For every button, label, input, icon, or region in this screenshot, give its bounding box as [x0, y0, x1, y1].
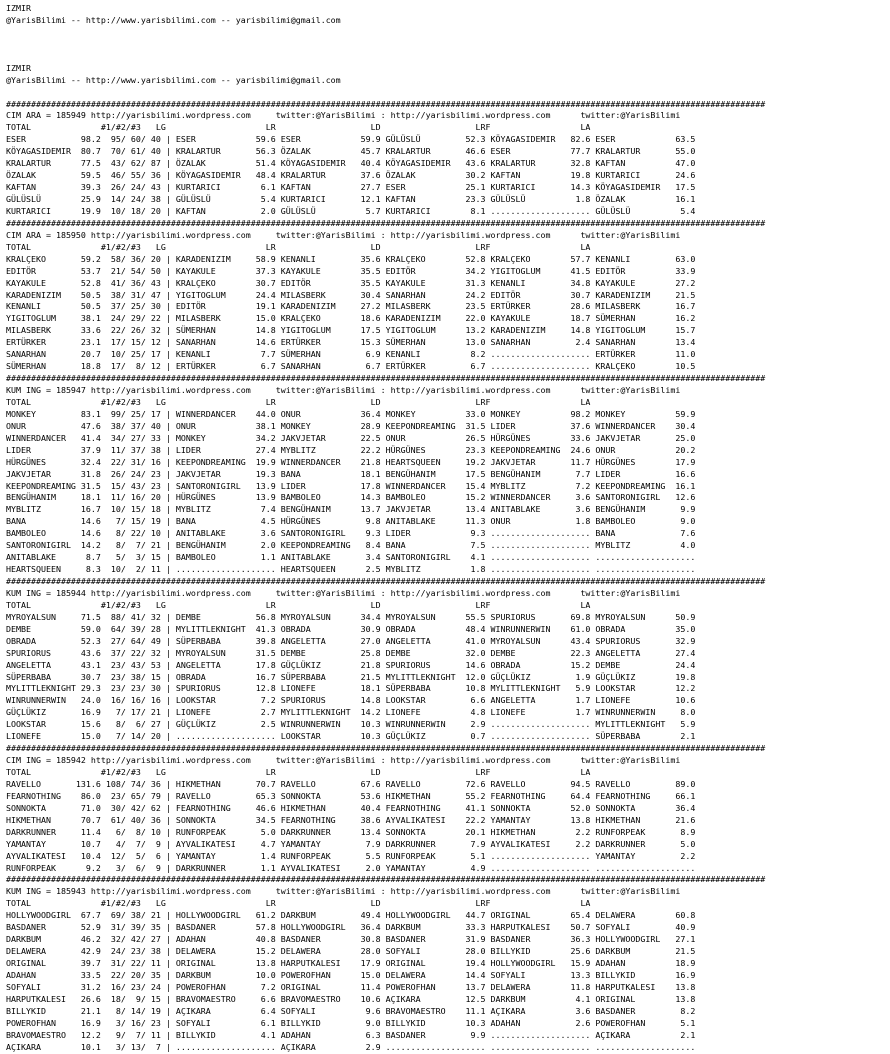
section-divider: ######################################################################################################################################################## — [6, 373, 766, 384]
horse-row: HARPUTKALESI 26.6 18/ 9/ 15 | BRAVOMAESTRO 6.6 BRAVOMAESTRO 10.6 AÇIKARA 12.5 DARKBUM 4.1 ORIGINAL 13.8 — [6, 993, 696, 1004]
column-header: TOTAL #1/#2/#3 LG LR LD LRF LA — [6, 396, 591, 407]
race-header: CIM ARA = 185949 http://yarisbilimi.wordpress.com twitter:@YarisBilimi : http://yarisbilimi.wordpress.com twitter:@YarisBilimi — [6, 110, 681, 121]
section-divider: ######################################################################################################################################################## — [6, 98, 766, 109]
horse-row: DELAWERA 42.9 24/ 23/ 38 | DELAWERA 15.2 DELAWERA 28.0 SOFYALI 28.0 BILLYKID 25.6 DARKBUM 21.5 — [6, 946, 696, 957]
horse-row: MILASBERK 33.6 22/ 26/ 32 | SÜMERHAN 14.8 YIGITOGLUM 17.5 YIGITOGLUM 13.2 KARADENIZIM 14.8 YIGITOGLUM 15.7 — [6, 325, 696, 336]
horse-row: HÜRGÜNES 32.4 22/ 31/ 16 | KEEPONDREAMING 19.9 WINNERDANCER 21.8 HEARTSQUEEN 19.2 JAKVJETAR 11.7 HÜRGÜNES 17.9 — [6, 456, 696, 467]
horse-row: WINNERDANCER 41.4 34/ 27/ 33 | MONKEY 34.2 JAKVJETAR 22.5 ONUR 26.5 HÜRGÜNES 33.6 JAKVJETAR 25.0 — [6, 432, 696, 443]
horse-row: ERTÜRKER 23.1 17/ 15/ 12 | SANARHAN 14.6 ERTÜRKER 15.3 SÜMERHAN 13.0 SANARHAN 2.4 SANARHAN 13.4 — [6, 337, 696, 348]
horse-row: BAMBOLEO 14.6 8/ 22/ 10 | ANITABLAKE 3.6 SANTORONIGIRL 9.3 LIDER 9.3 .................... BANA 7.6 — [6, 528, 696, 539]
blank-line — [6, 27, 890, 39]
horse-row: BILLYKID 21.1 8/ 14/ 19 | AÇIKARA 6.4 SOFYALI 9.6 BRAVOMAESTRO 11.1 AÇIKARA 3.6 BASDANER 8.2 — [6, 1005, 696, 1016]
horse-row: HEARTSQUEEN 8.3 10/ 2/ 11 | .................... HEARTSQUEEN 2.5 MYBLITZ 1.8 .................... .................... — [6, 564, 696, 575]
horse-row: GÜÇLÜKIZ 16.9 7/ 17/ 21 | LIONEFE 2.7 MYLITTLEKNIGHT 14.2 LIONEFE 4.8 LIONEFE 1.7 WINRUNNERWIN 8.0 — [6, 707, 696, 718]
race-header: CIM ING = 185942 http://yarisbilimi.wordpress.com twitter:@YarisBilimi : http://yarisbilimi.wordpress.com twitter:@YarisBilimi — [6, 755, 681, 766]
section-divider: ######################################################################################################################################################## — [6, 217, 766, 228]
horse-row: AÇIKARA 10.1 3/ 13/ 7 | .................... AÇIKARA 2.9 .................... .................... .................... — [6, 1041, 696, 1052]
race-header: KUM ING = 185943 http://yarisbilimi.wordpress.com twitter:@YarisBilimi : http://yarisbilimi.wordpress.com twitter:@YarisBilimi — [6, 886, 681, 897]
section-divider: ######################################################################################################################################################## — [6, 874, 766, 885]
horse-row: SÜMERHAN 18.8 17/ 8/ 12 | ERTÜRKER 6.7 SANARHAN 6.7 ERTÜRKER 6.7 .................... KRALÇEKO 10.5 — [6, 361, 696, 372]
horse-row: KEEPONDREAMING 31.5 15/ 43/ 23 | SANTORONIGIRL 13.9 LIDER 17.8 WINNERDANCER 15.4 MYBLITZ 7.2 KEEPONDREAMING 16.1 — [6, 480, 696, 491]
horse-row: RAVELLO 131.6 108/ 74/ 36 | HIKMETHAN 70.7 RAVELLO 67.6 RAVELLO 72.6 RAVELLO 94.5 RAVELLO 89.0 — [6, 778, 696, 789]
section-divider: ######################################################################################################################################################## — [6, 743, 766, 754]
horse-row: ANITABLAKE 8.7 5/ 3/ 15 | BAMBOLEO 1.1 ANITABLAKE 3.4 SANTORONIGIRL 4.1 .................... .................... — [6, 552, 696, 563]
horse-row: DEMBE 59.0 64/ 39/ 28 | MYLITTLEKNIGHT 41.3 OBRADA 30.9 OBRADA 48.4 WINRUNNERWIN 61.0 OBRADA 35.0 — [6, 623, 696, 634]
horse-row: AYVALIKATESI 10.4 12/ 5/ 6 | YAMANTAY 1.4 RUNFORPEAK 5.5 RUNFORPEAK 5.1 .................... YAMANTAY 2.2 — [6, 850, 696, 861]
horse-row: DARKBUM 46.2 32/ 42/ 27 | ADAHAN 40.8 BASDANER 30.8 BASDANER 31.9 BASDANER 36.3 HOLLYWOODGIRL 27.1 — [6, 934, 696, 945]
horse-row: GÜLÜSLÜ 25.9 14/ 24/ 38 | GÜLÜSLÜ 5.4 KURTARICI 12.1 KAFTAN 23.3 GÜLÜSLÜ 1.8 ÖZALAK 16.1 — [6, 194, 696, 204]
horse-row: SANARHAN 20.7 10/ 25/ 17 | KENANLI 7.7 SÜMERHAN 6.9 KENANLI 8.2 .................... ERTÜRKER 11.0 — [6, 349, 696, 360]
contact-line: @YarisBilimi -- http://www.yarisbilimi.com -- yarisbilimi@gmail.com — [6, 14, 341, 25]
horse-row: YAMANTAY 10.7 4/ 7/ 9 | AYVALIKATESI 4.7 YAMANTAY 7.9 DARKRUNNER 7.9 AYVALIKATESI 2.2 DARKRUNNER 5.0 — [6, 838, 696, 849]
city-title: IZMIR — [6, 3, 31, 13]
column-header: TOTAL #1/#2/#3 LG LR LD LRF LA — [6, 241, 591, 252]
horse-row: BASDANER 52.9 31/ 39/ 35 | BASDANER 57.8 HOLLYWOODGIRL 36.4 DARKBUM 33.3 HARPUTKALESI 50.7 SOFYALI 40.9 — [6, 922, 696, 933]
horse-row: KENANLI 50.5 37/ 25/ 30 | EDITÖR 19.1 KARADENIZIM 27.2 MILASBERK 23.5 ERTÜRKER 28.6 MILASBERK 16.7 — [6, 301, 696, 312]
horse-row: POWEROFHAN 16.9 3/ 16/ 23 | SOFYALI 6.1 BILLYKID 9.0 BILLYKID 10.3 ADAHAN 2.6 POWEROFHAN 5.1 — [6, 1017, 696, 1028]
horse-row: HIKMETHAN 70.7 61/ 40/ 36 | SONNOKTA 34.5 FEARNOTHING 38.6 AYVALIKATESI 22.2 YAMANTAY 13.8 HIKMETHAN 21.6 — [6, 814, 696, 825]
horse-row: KÖYAGASIDEMIR 80.7 70/ 61/ 40 | KRALARTUR 56.3 ÖZALAK 45.7 KRALARTUR 46.6 ESER 77.7 KRALARTUR 55.0 — [6, 146, 696, 157]
blank-line — [6, 51, 890, 63]
contact-line: @YarisBilimi -- http://www.yarisbilimi.com -- yarisbilimi@gmail.com — [6, 74, 341, 85]
column-header: TOTAL #1/#2/#3 LG LR LD LRF LA — [6, 767, 591, 777]
horse-row: EDITÖR 53.7 21/ 54/ 50 | KAYAKULE 37.3 KAYAKULE 35.5 EDITÖR 34.2 YIGITOGLUM 41.5 EDITÖR 33.9 — [6, 265, 696, 276]
horse-row: SANTORONIGIRL 14.2 8/ 7/ 21 | BENGÜHANIM 2.0 KEEPONDREAMING 8.4 BANA 7.5 .................... MYBLITZ 4.0 — [6, 540, 696, 551]
horse-row: KRALARTUR 77.5 43/ 62/ 87 | ÖZALAK 51.4 KÖYAGASIDEMIR 40.4 KÖYAGASIDEMIR 43.6 KRALARTUR 32.8 KAFTAN 47.0 — [6, 158, 696, 169]
blank-line — [6, 87, 890, 99]
horse-row: SONNOKTA 71.0 30/ 42/ 62 | FEARNOTHING 46.6 HIKMETHAN 40.4 FEARNOTHING 41.1 SONNOKTA 52.0 SONNOKTA 36.4 — [6, 802, 696, 813]
column-header: TOTAL #1/#2/#3 LG LR LD LRF LA — [6, 122, 591, 133]
horse-row: SÜPERBABA 30.7 23/ 38/ 15 | OBRADA 16.7 SÜPERBABA 21.5 MYLITTLEKNIGHT 12.0 GÜÇLÜKIZ 1.9 GÜÇLÜKIZ 19.8 — [6, 671, 696, 682]
horse-row: BENGÜHANIM 18.1 11/ 16/ 20 | HÜRGÜNES 13.9 BAMBOLEO 14.3 BAMBOLEO 15.2 WINNERDANCER 3.6 SANTORONIGIRL 12.6 — [6, 492, 696, 503]
horse-row: MYLITTLEKNIGHT 29.3 23/ 23/ 30 | SPURIORUS 12.8 LIONEFE 18.1 SÜPERBABA 10.8 MYLITTLEKNIGHT 5.9 LOOKSTAR 12.2 — [6, 683, 696, 694]
horse-row: BRAVOMAESTRO 12.2 9/ 7/ 11 | BILLYKID 4.1 ADAHAN 6.3 BASDANER 9.9 .................... AÇIKARA 2.1 — [6, 1029, 696, 1040]
blank-line — [6, 39, 890, 51]
horse-row: DARKRUNNER 11.4 6/ 8/ 10 | RUNFORPEAK 5.0 DARKRUNNER 13.4 SONNOKTA 20.1 HIKMETHAN 2.2 RUNFORPEAK 8.9 — [6, 826, 696, 837]
horse-row: ONUR 47.6 38/ 37/ 40 | ONUR 38.1 MONKEY 28.9 KEEPONDREAMING 31.5 LIDER 37.6 WINNERDANCER 30.4 — [6, 420, 696, 431]
horse-row: KAYAKULE 52.8 41/ 36/ 43 | KRALÇEKO 30.7 EDITÖR 35.5 KAYAKULE 31.3 KENANLI 34.8 KAYAKULE 27.2 — [6, 277, 696, 288]
horse-row: FEARNOTHING 86.0 23/ 65/ 79 | RAVELLO 65.3 SONNOKTA 53.6 HIKMETHAN 55.2 FEARNOTHING 64.4 FEARNOTHING 66.1 — [6, 790, 696, 801]
horse-row: ADAHAN 33.5 22/ 20/ 35 | DARKBUM 10.0 POWEROFHAN 15.0 DELAWERA 14.4 SOFYALI 13.3 BILLYKID 16.9 — [6, 969, 696, 980]
horse-row: MONKEY 83.1 99/ 25/ 17 | WINNERDANCER 44.0 ONUR 36.4 MONKEY 33.0 MONKEY 98.2 MONKEY 59.9 — [6, 408, 696, 419]
horse-row: JAKVJETAR 31.8 26/ 24/ 23 | JAKVJETAR 19.3 BANA 18.1 BENGÜHANIM 17.5 BENGÜHANIM 7.7 LIDER 16.6 — [6, 468, 696, 479]
horse-row: KURTARICI 19.9 10/ 18/ 20 | KAFTAN 2.0 GÜLÜSLÜ 5.7 KURTARICI 8.1 .................... GÜLÜSLÜ 5.4 — [6, 205, 696, 216]
horse-row: BANA 14.6 7/ 15/ 19 | BANA 4.5 HÜRGÜNES 9.8 ANITABLAKE 11.3 ONUR 1.8 BAMBOLEO 9.0 — [6, 516, 696, 527]
horse-row: RUNFORPEAK 9.2 3/ 6/ 9 | DARKRUNNER 1.1 AYVALIKATESI 2.0 YAMANTAY 4.9 .................... .................... — [6, 862, 696, 873]
horse-row: LOOKSTAR 15.6 8/ 6/ 27 | GÜÇLÜKIZ 2.5 WINRUNNERWIN 10.3 WINRUNNERWIN 2.9 .................... MYLITTLEKNIGHT 5.9 — [6, 719, 696, 730]
horse-row: ORIGINAL 39.7 31/ 22/ 11 | ORIGINAL 13.8 HARPUTKALESI 17.9 ORIGINAL 19.4 HOLLYWOODGIRL 15.9 ADAHAN 18.9 — [6, 958, 696, 968]
horse-row: LIDER 37.9 11/ 37/ 38 | LIDER 27.4 MYBLITZ 22.2 HÜRGÜNES 23.3 KEEPONDREAMING 24.6 ONUR 20.2 — [6, 444, 696, 455]
column-header: TOTAL #1/#2/#3 LG LR LD LRF LA — [6, 898, 591, 909]
horse-row: MYROYALSUN 71.5 88/ 41/ 32 | DEMBE 56.8 MYROYALSUN 34.4 MYROYALSUN 55.5 SPURIORUS 69.8 MYROYALSUN 50.9 — [6, 611, 696, 622]
race-header: KUM ING = 185947 http://yarisbilimi.wordpress.com twitter:@YarisBilimi : http://yarisbilimi.wordpress.com twitter:@YarisBilimi — [6, 385, 681, 395]
horse-row: KRALÇEKO 59.2 58/ 36/ 20 | KARADENIZIM 58.9 KENANLI 35.6 KRALÇEKO 52.8 KRALÇEKO 57.7 KENANLI 63.0 — [6, 253, 696, 264]
horse-row: KAFTAN 39.3 26/ 24/ 43 | KURTARICI 6.1 KAFTAN 27.7 ESER 25.1 KURTARICI 14.3 KÖYAGASIDEMIR 17.5 — [6, 182, 696, 193]
horse-row: KARADENIZIM 50.5 38/ 31/ 47 | YIGITOGLUM 24.4 MILASBERK 30.4 SANARHAN 24.2 EDITÖR 30.7 KARADENIZIM 21.5 — [6, 289, 696, 300]
horse-row: OBRADA 52.3 27/ 64/ 49 | SÜPERBABA 39.8 ANGELETTA 27.0 ANGELETTA 41.0 MYROYALSUN 43.4 SPURIORUS 32.9 — [6, 635, 696, 646]
horse-row: WINRUNNERWIN 24.0 16/ 16/ 16 | LOOKSTAR 7.2 SPURIORUS 14.8 LOOKSTAR 6.6 ANGELETTA 1.7 LIONEFE 10.6 — [6, 695, 696, 706]
horse-row: HOLLYWOODGIRL 67.7 69/ 38/ 21 | HOLLYWOODGIRL 61.2 DARKBUM 49.4 HOLLYWOODGIRL 44.7 ORIGINAL 65.4 DELAWERA 60.8 — [6, 910, 696, 921]
horse-row: MYBLITZ 16.7 10/ 15/ 18 | MYBLITZ 7.4 BENGÜHANIM 13.7 JAKVJETAR 13.4 ANITABLAKE 3.6 BENGÜHANIM 9.9 — [6, 504, 696, 515]
horse-row: ANGELETTA 43.1 23/ 43/ 53 | ANGELETTA 17.8 GÜÇLÜKIZ 21.8 SPURIORUS 14.6 OBRADA 15.2 DEMBE 24.4 — [6, 659, 696, 670]
horse-row: ÖZALAK 59.5 46/ 55/ 36 | KÖYAGASIDEMIR 48.4 KRALARTUR 37.6 ÖZALAK 30.2 KAFTAN 19.8 KURTARICI 24.6 — [6, 170, 696, 181]
race-header: CIM ARA = 185950 http://yarisbilimi.wordpress.com twitter:@YarisBilimi : http://yarisbilimi.wordpress.com twitter:@YarisBilimi — [6, 229, 681, 240]
horse-row: LIONEFE 15.0 7/ 14/ 20 | .................... LOOKSTAR 10.3 GÜÇLÜKIZ 0.7 .................... SÜPERBABA 2.1 — [6, 731, 696, 742]
column-header: TOTAL #1/#2/#3 LG LR LD LRF LA — [6, 599, 591, 610]
horse-row: ESER 98.2 95/ 60/ 40 | ESER 59.6 ESER 59.9 GÜLÜSLÜ 52.3 KÖYAGASIDEMIR 82.6 ESER 63.5 — [6, 134, 696, 145]
horse-row: SOFYALI 31.2 16/ 23/ 24 | POWEROFHAN 7.2 ORIGINAL 11.4 POWEROFHAN 13.7 DELAWERA 11.8 HARPUTKALESI 13.8 — [6, 981, 696, 992]
race-header: KUM ING = 185944 http://yarisbilimi.wordpress.com twitter:@YarisBilimi : http://yarisbilimi.wordpress.com twitter:@YarisBilimi — [6, 587, 681, 598]
section-divider: ######################################################################################################################################################## — [6, 576, 766, 586]
horse-row: SPURIORUS 43.6 37/ 22/ 32 | MYROYALSUN 31.5 DEMBE 25.8 DEMBE 32.0 DEMBE 22.3 ANGELETTA 27.4 — [6, 647, 696, 658]
city-title: IZMIR — [6, 62, 31, 73]
horse-row: YIGITOGLUM 38.1 24/ 29/ 22 | MILASBERK 15.0 KRALÇEKO 18.6 KARADENIZIM 22.0 KAYAKULE 18.7 SÜMERHAN 16.2 — [6, 313, 696, 324]
